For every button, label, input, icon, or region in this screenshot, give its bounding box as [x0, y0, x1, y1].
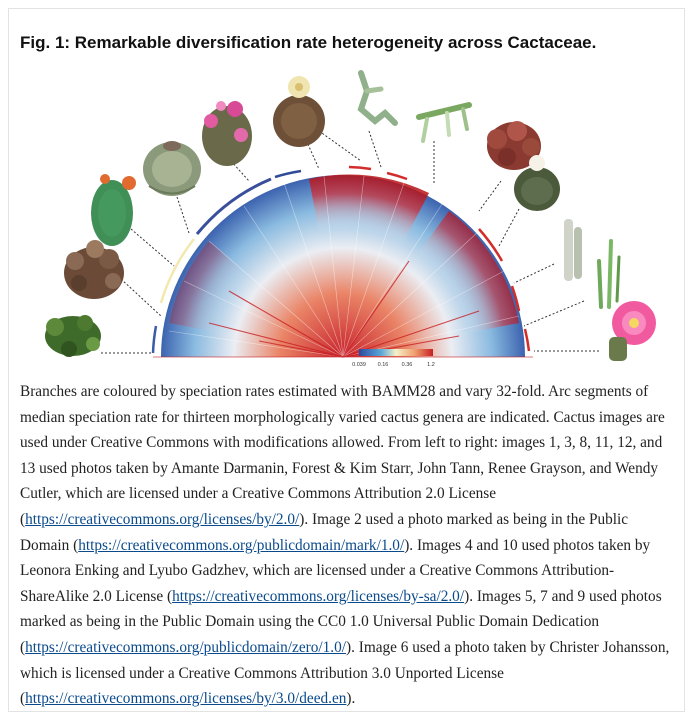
caption-text-4: ). Images 5, 7 and 9 used photos marked as being in the Public Domain using the CC0 1.0 Universal Public Domain Dedication (	[20, 587, 662, 656]
image-7-schlumbergera	[361, 73, 395, 123]
phylogeny-figure	[9, 61, 686, 377]
caption-text-2: ). Image 2 used a photo marked as being in the Public Domain (	[20, 510, 629, 554]
image-5-flowering-globe	[202, 101, 252, 166]
figure-title: Fig. 1: Remarkable diversification rate heterogeneity across Cactaceae.	[20, 33, 597, 52]
link-cc-publicdomain-mark[interactable]: https://creativecommons.org/publicdomain/mark/1.0/	[78, 536, 405, 554]
phylogeny-tree	[153, 175, 533, 357]
image-11-columnar-white	[564, 219, 582, 281]
legend-color-bar	[359, 349, 433, 356]
caption-text-1: Branches are coloured by speciation rates estimated with BAMM28 and vary 32-fold. Arc segments of median speciation rate for thirteen morphologically varied cactus genera are indicated. Cactus images are used under Creative Commons with modifications allowed. From left to right: images 1, 3, 8, 11, 12, and 13 used photos taken by Amante Darmanin, Forest & Kim Starr, John Tann, Renee Grayson, and Wendy Cutler, which are licensed under a Creative Commons Attribution 2.0 License (	[20, 383, 665, 528]
image-4-barrel-cactus	[143, 141, 201, 196]
image-8-hanging-cactus	[419, 105, 469, 141]
image-2-coral-cactus	[64, 240, 124, 299]
image-13-pink-flower	[609, 301, 656, 361]
link-cc-zero[interactable]: https://creativecommons.org/publicdomain/zero/1.0/	[25, 638, 346, 656]
link-cc-by-sa-2[interactable]: https://creativecommons.org/licenses/by-sa/2.0/	[172, 587, 465, 605]
link-cc-by-3[interactable]: https://creativecommons.org/licenses/by/3.0/deed.en	[25, 690, 347, 708]
figure-caption	[20, 379, 672, 712]
image-6-spiny-globe	[273, 76, 325, 147]
figure-image	[9, 61, 686, 377]
figure-card	[8, 8, 685, 712]
caption-text-6: ).	[346, 690, 356, 708]
image-1-shrub	[45, 315, 101, 357]
legend-tick-1: 0.039	[352, 362, 366, 368]
legend-tick-2: 0.16	[377, 362, 389, 368]
rate-legend	[352, 349, 435, 368]
caption-text-5: ). Image 6 used a photo taken by Christer Johansson, which is licensed under a Creative Commons Attribution 3.0 Unported License (	[20, 638, 670, 708]
link-cc-by-2[interactable]: https://creativecommons.org/licenses/by/2.0/	[25, 510, 300, 528]
image-3-opuntia-pad	[91, 174, 136, 246]
legend-tick-3: 0.36	[401, 362, 413, 368]
image-12-thin-columns	[599, 241, 619, 307]
legend-tick-4: 1.2	[427, 362, 435, 368]
caption-text-3: ). Images 4 and 10 used photos taken by Leonora Enking and Lyubo Gadzhev, which are licensed under a Creative Commons Attribution-ShareAlike 2.0 License (	[20, 536, 651, 605]
